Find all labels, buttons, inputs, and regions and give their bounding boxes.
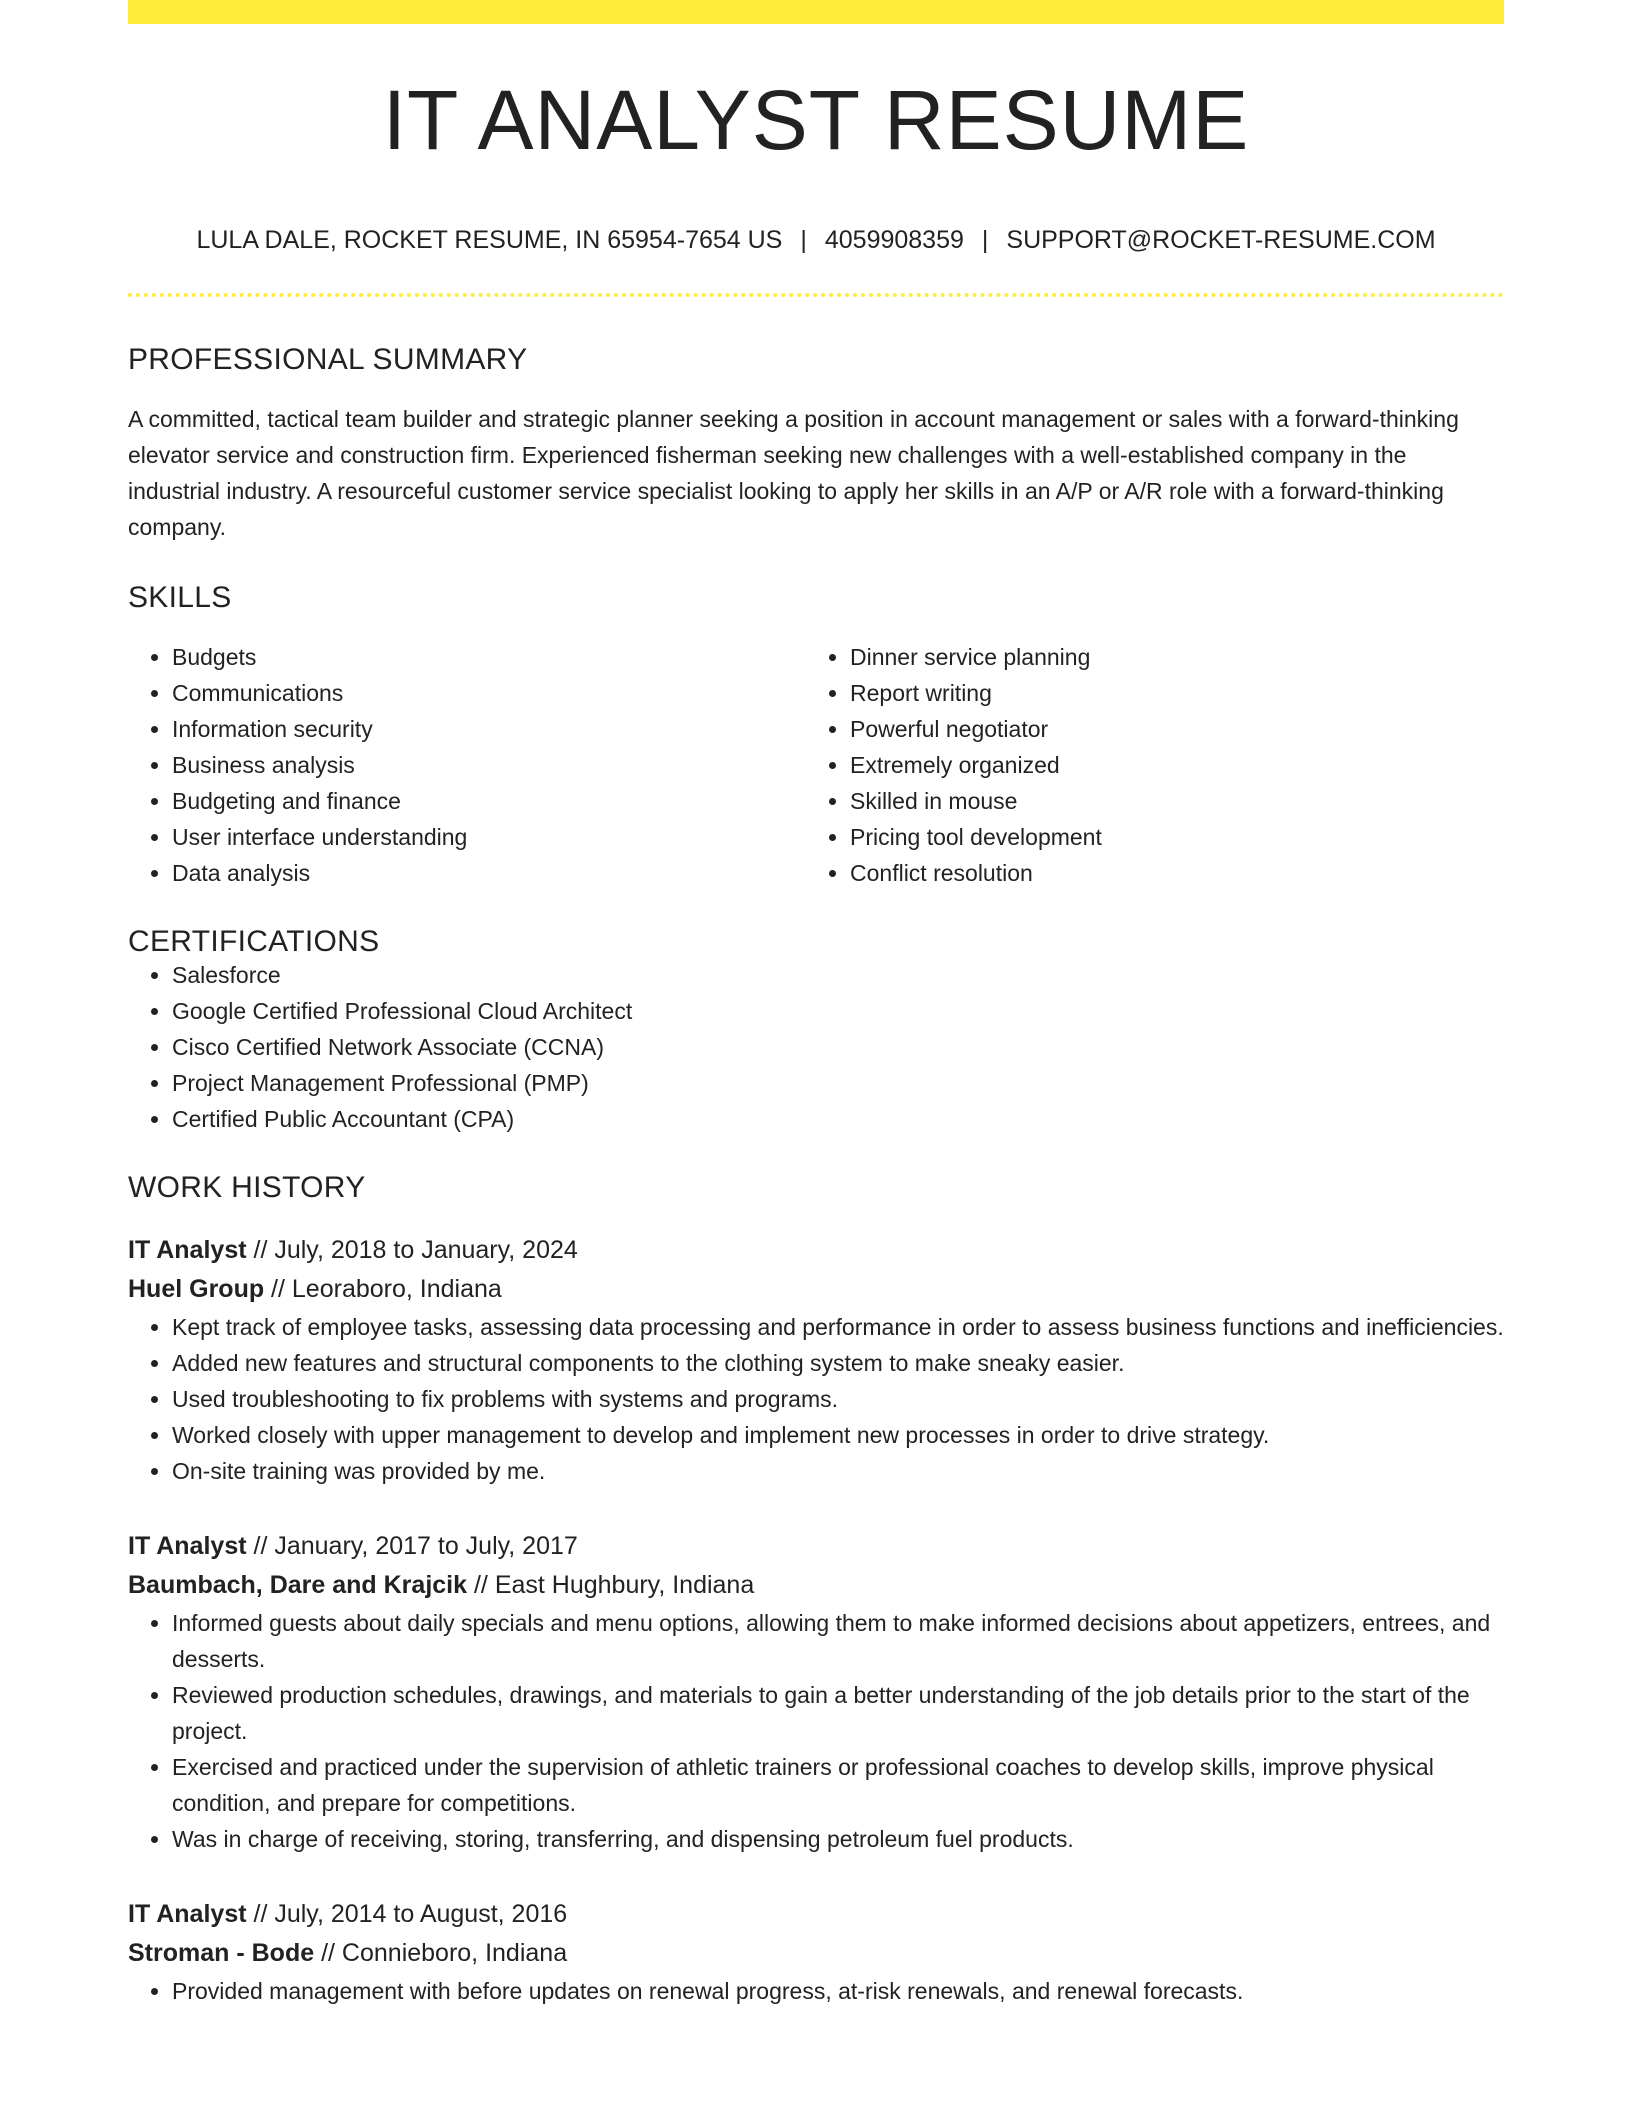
job-company: Huel Group xyxy=(128,1275,265,1303)
contact-info xyxy=(128,228,1504,253)
skill-item: • Dinner service planning xyxy=(850,639,1484,675)
job-bullet: • Worked closely with upper management to develop and implement new processes in order to drive strategy. xyxy=(172,1417,1504,1453)
skill-item: • Extremely organized xyxy=(850,747,1484,783)
skill-item: • Information security xyxy=(172,711,806,747)
job-bullet: • Exercised and practiced under the supervision of athletic trainers or professional coaches to develop skills, improve physical condition, and prepare for competitions. xyxy=(172,1749,1504,1821)
skills-list-left xyxy=(128,639,806,891)
job-bullet: • Kept track of employee tasks, assessing data processing and performance in order to assess business functions and inefficiencies. xyxy=(172,1309,1504,1345)
skill-item: • Budgeting and finance xyxy=(172,783,806,819)
skill-item: • Report writing xyxy=(850,675,1484,711)
job-company-line xyxy=(128,1270,1504,1309)
job-separator: // xyxy=(264,1275,292,1303)
job-bullet: • Was in charge of receiving, storing, transferring, and dispensing petroleum fuel products. xyxy=(172,1821,1504,1857)
job-separator: // xyxy=(314,1939,342,1967)
job-location: Connieboro, Indiana xyxy=(341,1939,568,1967)
skill-item: • Communications xyxy=(172,675,806,711)
job-company-line xyxy=(128,1934,1504,1973)
contact-separator: | xyxy=(981,226,989,254)
job-location: East Hughbury, Indiana xyxy=(494,1571,755,1599)
job-title: IT Analyst xyxy=(128,1532,247,1560)
contact-email: SUPPORT@ROCKET-RESUME.COM xyxy=(1006,226,1436,254)
job-dates: July, 2018 to January, 2024 xyxy=(274,1236,578,1264)
skills-column-right xyxy=(806,639,1484,891)
job-dates: July, 2014 to August, 2016 xyxy=(274,1900,568,1928)
resume-content xyxy=(128,0,1504,2009)
job-bullet: • Reviewed production schedules, drawings, and materials to gain a better understanding of the job details prior to the start of the project. xyxy=(172,1677,1504,1749)
job-bullet-list xyxy=(128,1973,1504,2009)
job-title: IT Analyst xyxy=(128,1236,247,1264)
skill-item: • Powerful negotiator xyxy=(850,711,1484,747)
resume-title: IT ANALYST RESUME xyxy=(382,73,1250,167)
job-entry xyxy=(128,1527,1504,1857)
job-bullet-list xyxy=(128,1309,1504,1489)
job-entry xyxy=(128,1895,1504,2009)
certification-item: • Salesforce xyxy=(172,957,1504,993)
job-title-line xyxy=(128,1895,1504,1934)
skill-item: • Pricing tool development xyxy=(850,819,1484,855)
skills-list-right xyxy=(806,639,1484,891)
skill-item: • Data analysis xyxy=(172,855,806,891)
job-dates: January, 2017 to July, 2017 xyxy=(274,1532,578,1560)
job-bullet: • Informed guests about daily specials and menu options, allowing them to make informed decisions about appetizers, entrees, and desserts. xyxy=(172,1605,1504,1677)
dotted-divider xyxy=(128,293,1504,297)
job-company: Baumbach, Dare and Krajcik xyxy=(128,1571,468,1599)
job-separator: // xyxy=(246,1532,275,1560)
skill-item: • Conflict resolution xyxy=(850,855,1484,891)
job-bullet: • Used troubleshooting to fix problems with systems and programs. xyxy=(172,1381,1504,1417)
top-accent-bar xyxy=(128,0,1504,24)
job-bullet-list xyxy=(128,1605,1504,1857)
summary-text: A committed, tactical team builder and strategic planner seeking a position in account management or sales with a forward-thinking elevator service and construction firm. Experienced fisherman seeking new challenges with a well-established company in the industrial industry. A resourceful customer service specialist looking to apply her skills in an A/P or A/R role with a forward-thinking company. xyxy=(128,406,1459,540)
certifications-heading: CERTIFICATIONS xyxy=(128,925,380,958)
job-company-line xyxy=(128,1566,1504,1605)
job-title: IT Analyst xyxy=(128,1900,247,1928)
skill-item: • Business analysis xyxy=(172,747,806,783)
contact-phone: 4059908359 xyxy=(824,226,964,254)
job-separator: // xyxy=(246,1900,275,1928)
certifications-list xyxy=(128,957,1504,1137)
job-bullet: • Added new features and structural components to the clothing system to make sneaky easier. xyxy=(172,1345,1504,1381)
certification-item: • Google Certified Professional Cloud Architect xyxy=(172,993,1504,1029)
skill-item: • Skilled in mouse xyxy=(850,783,1484,819)
job-title-line xyxy=(128,1231,1504,1270)
skill-item: • Budgets xyxy=(172,639,806,675)
job-company: Stroman - Bode xyxy=(128,1939,315,1967)
summary-heading: PROFESSIONAL SUMMARY xyxy=(128,343,528,376)
job-bullet: • Provided management with before updates on renewal progress, at-risk renewals, and renewal forecasts. xyxy=(172,1973,1504,2009)
contact-address: LULA DALE, ROCKET RESUME, IN 65954-7654 US xyxy=(196,226,783,254)
job-bullet: • On-site training was provided by me. xyxy=(172,1453,1504,1489)
job-location: Leoraboro, Indiana xyxy=(291,1275,502,1303)
certification-item: • Cisco Certified Network Associate (CCNA) xyxy=(172,1029,1504,1065)
certification-item: • Certified Public Accountant (CPA) xyxy=(172,1101,1504,1137)
skill-item: • User interface understanding xyxy=(172,819,806,855)
skills-grid xyxy=(128,639,1504,891)
work-history-heading: WORK HISTORY xyxy=(128,1171,366,1204)
skills-column-left xyxy=(128,639,806,891)
contact-separator: | xyxy=(800,226,807,254)
job-separator: // xyxy=(467,1571,495,1599)
skills-heading: SKILLS xyxy=(128,581,232,614)
job-separator: // xyxy=(246,1236,275,1264)
certification-item: • Project Management Professional (PMP) xyxy=(172,1065,1504,1101)
job-title-line xyxy=(128,1527,1504,1566)
job-entry xyxy=(128,1231,1504,1489)
